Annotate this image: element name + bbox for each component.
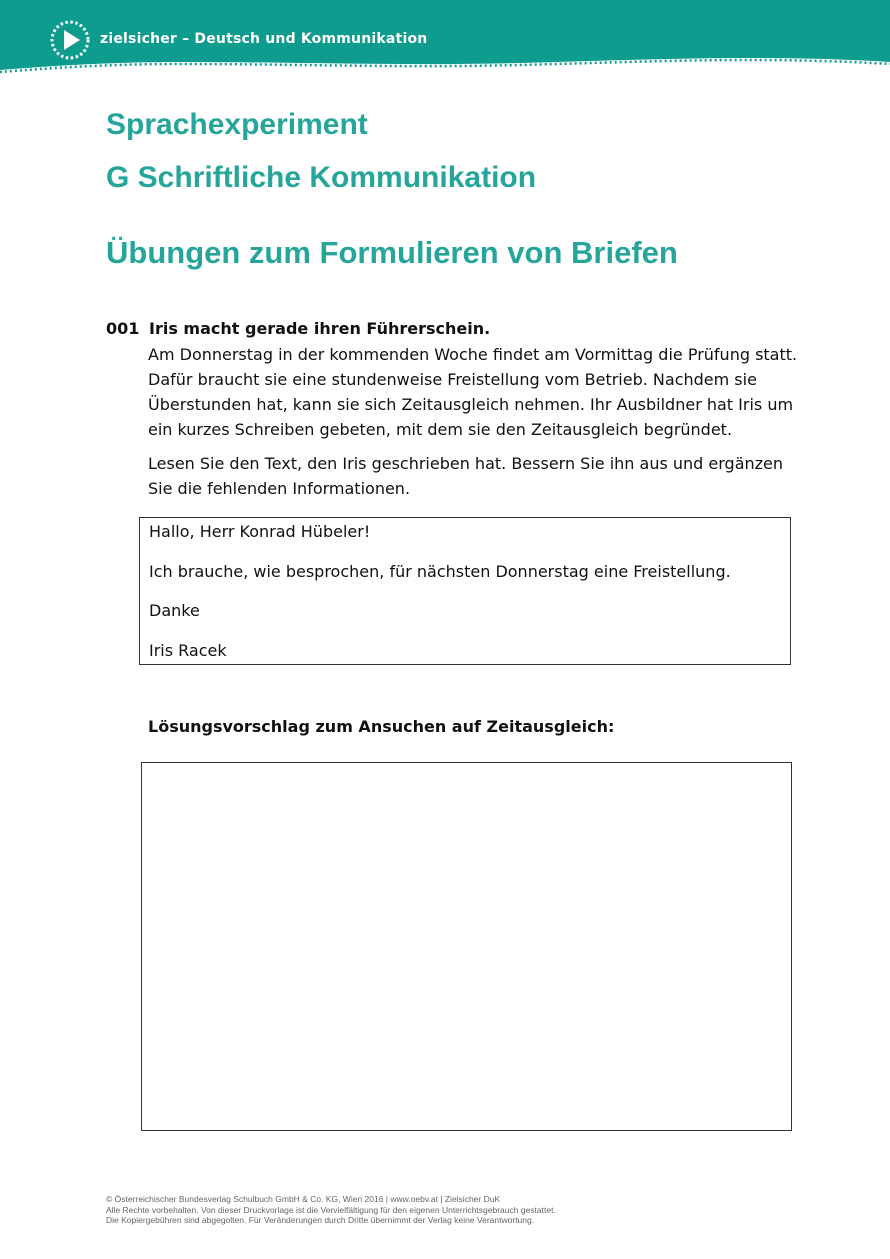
task-number: 001 bbox=[106, 319, 140, 338]
letter-signature: Iris Racek bbox=[149, 641, 227, 660]
brand-name: zielsicher – Deutsch und Kommunikation bbox=[100, 31, 428, 47]
task-description: Am Donnerstag in der kommenden Woche findet am Vormittag die Prüfung statt. Dafür braucht sie eine stundenweise Freistellung vom Betrieb. Nachdem sie Überstunden hat, kann sie sich Zeitausgleich nehmen. Ihr Ausbildner hat Iris um ein kurzes Schreiben gebeten, mit dem sie den Zeitausgleich begründet. bbox=[148, 345, 798, 439]
solution-heading: Lösungsvorschlag zum Ansuchen auf Zeitausgleich: bbox=[148, 717, 615, 736]
footer bbox=[106, 1194, 556, 1226]
footer-copyright: © Österreichischer Bundesverlag Schulbuch GmbH & Co. KG, Wien 2016 | www.oebv.at | Zielsicher DuK bbox=[106, 1194, 501, 1204]
task-instruction: Lesen Sie den Text, den Iris geschrieben hat. Bessern Sie ihn aus und ergänzen Sie die fehlenden Informationen. bbox=[148, 454, 784, 498]
header-banner bbox=[0, 0, 890, 76]
answer-box[interactable] bbox=[141, 762, 792, 1131]
letter-greeting: Hallo, Herr Konrad Hübeler! bbox=[149, 522, 371, 541]
title-chapter: G Schriftliche Kommunikation bbox=[106, 161, 537, 194]
footer-rights: Alle Rechte vorbehalten. Von dieser Druckvorlage ist die Vervielfältigung für den eigenen Unterrichtsgebrauch gestattet. bbox=[106, 1204, 556, 1215]
title-exercise: Übungen zum Formulieren von Briefen bbox=[106, 235, 678, 270]
title-sprachexperiment: Sprachexperiment bbox=[106, 108, 368, 141]
letter-box bbox=[139, 517, 791, 665]
task-heading: Iris macht gerade ihren Führerschein. bbox=[149, 319, 491, 338]
letter-closing: Danke bbox=[149, 601, 200, 620]
letter-body: Ich brauche, wie besprochen, für nächsten Donnerstag eine Freistellung. bbox=[149, 562, 731, 581]
footer-disclaimer: Die Kopiergebühren sind abgegolten. Für Veränderungen durch Dritte übernimmt der Verlag keine Verantwortung. bbox=[106, 1215, 535, 1225]
